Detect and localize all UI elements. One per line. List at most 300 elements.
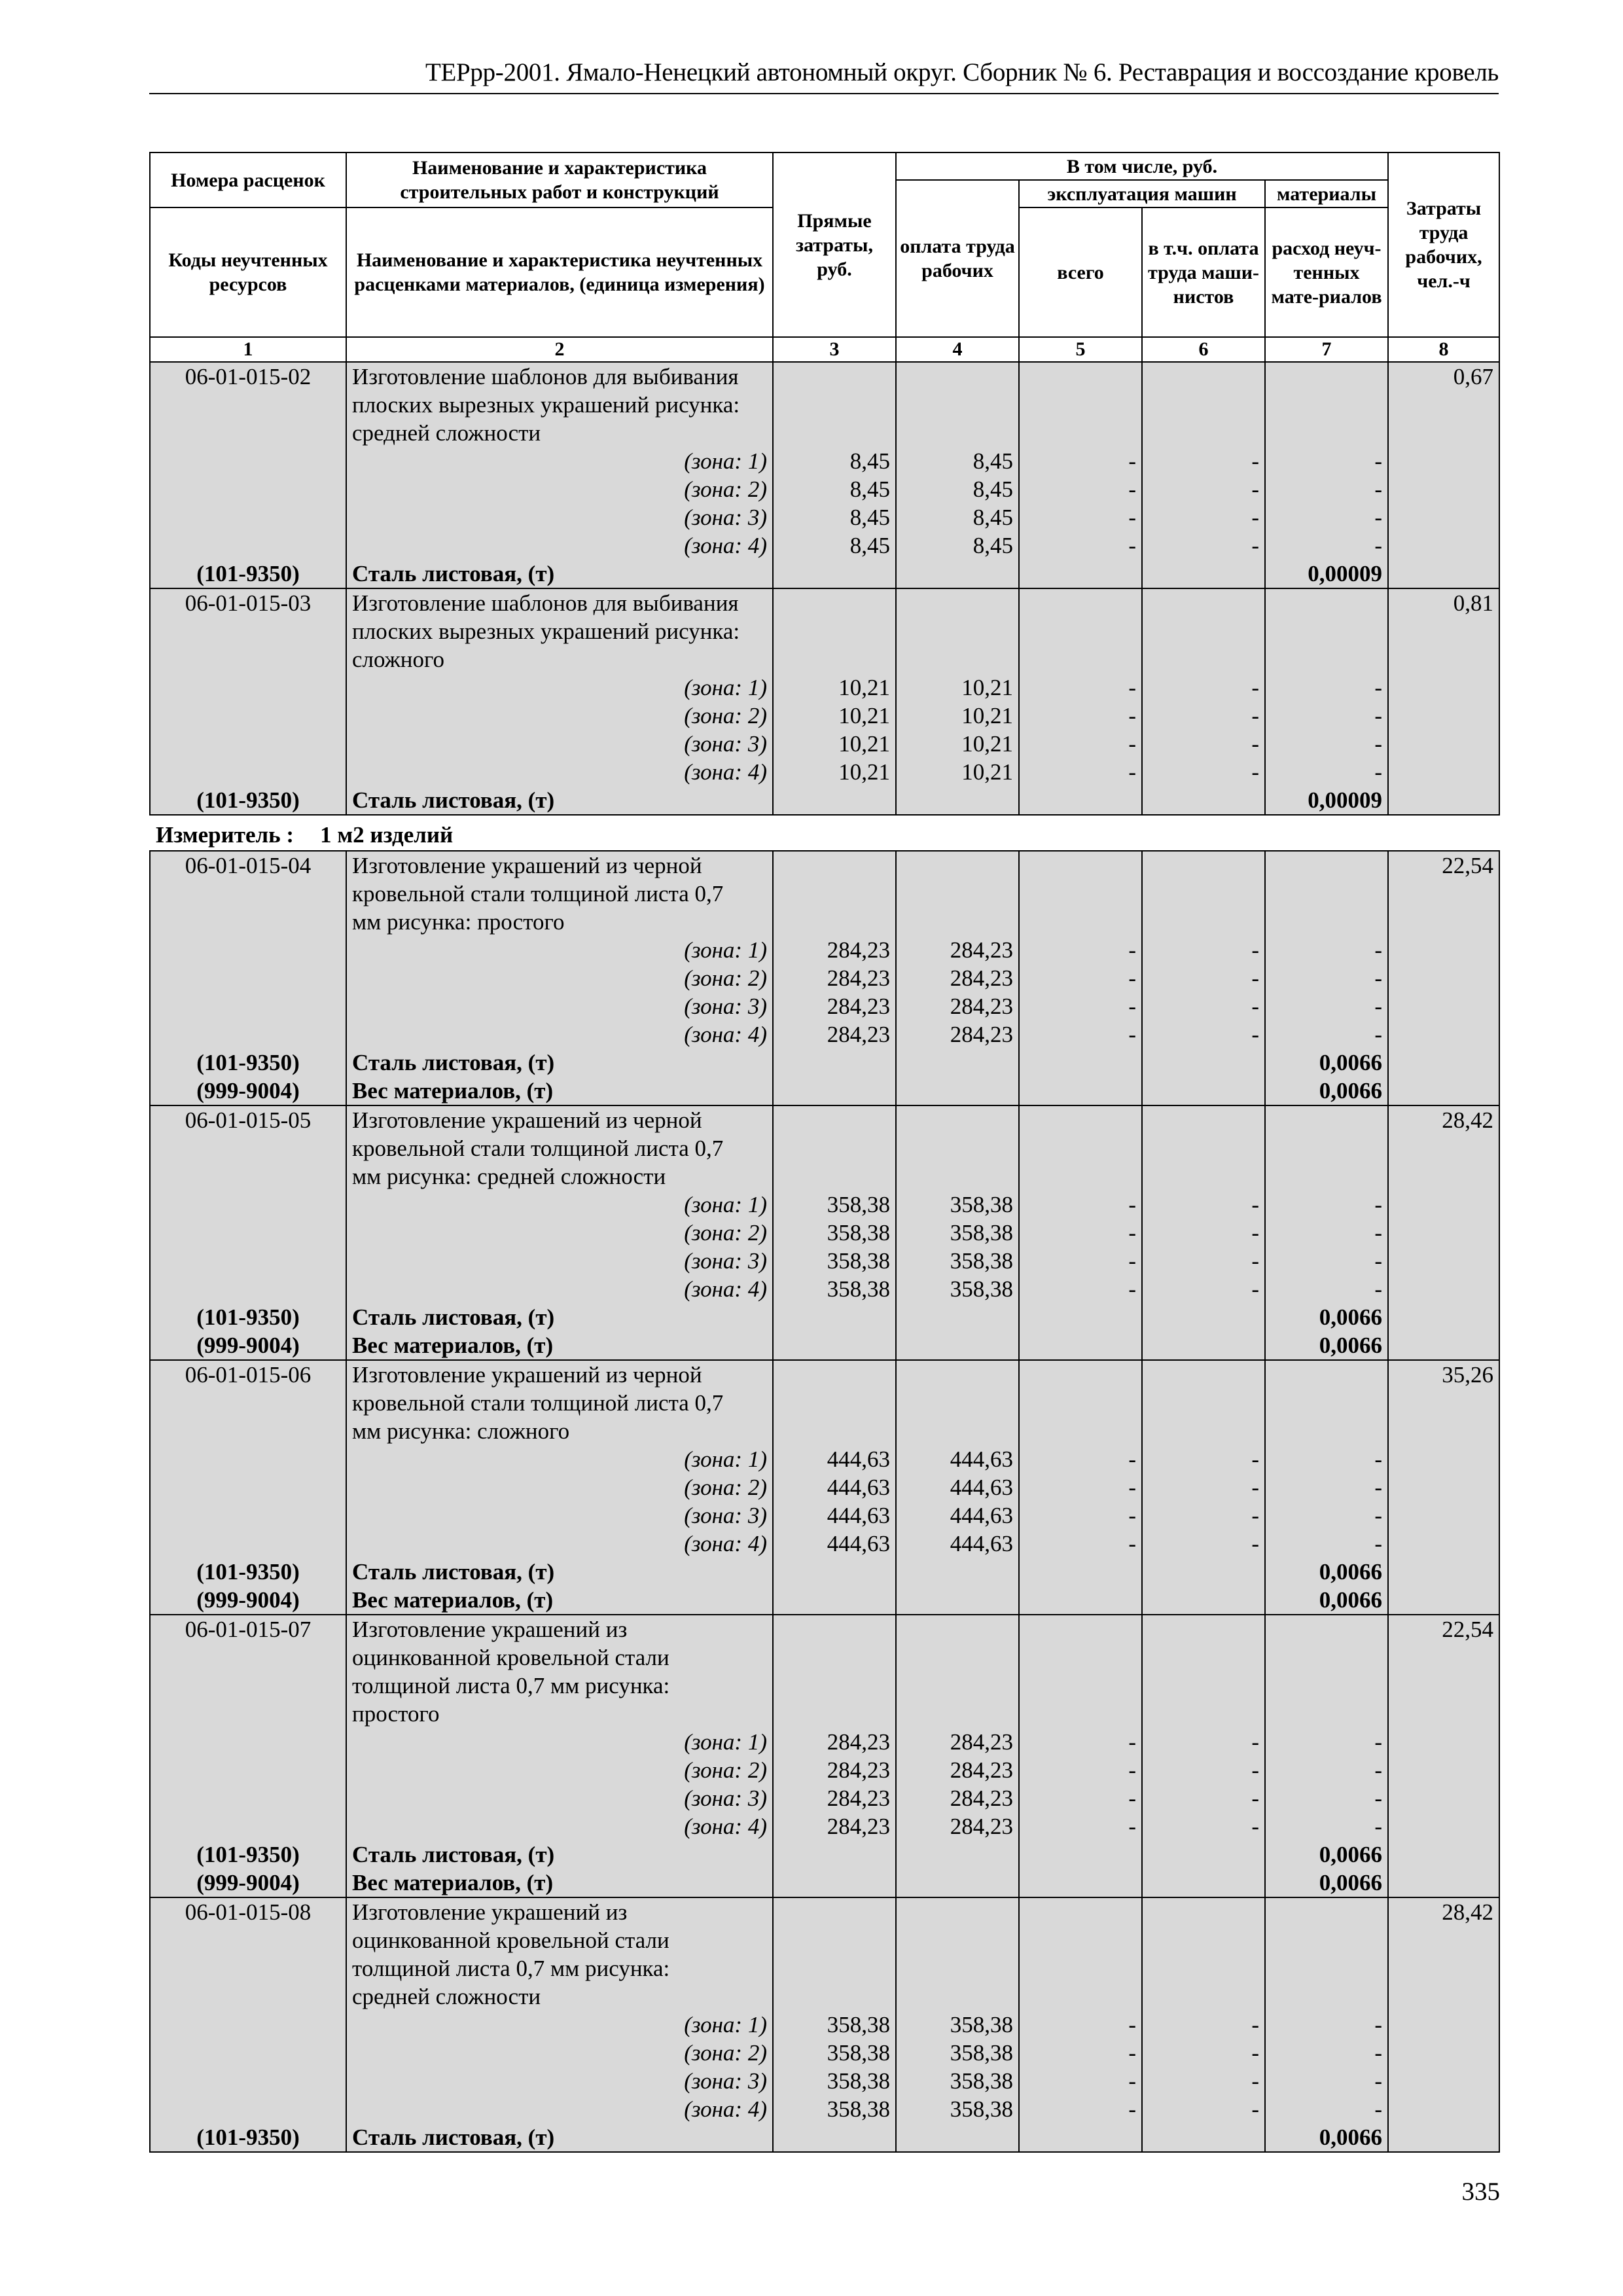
machinist-pay-value: -	[1251, 2012, 1259, 2037]
machines-value: -	[1128, 2096, 1136, 2122]
blank-line	[156, 936, 340, 964]
machinist-pay-value: -	[1251, 505, 1259, 530]
blank-line	[1271, 363, 1382, 391]
direct-cost-value: 358,38	[827, 1192, 890, 1217]
machines-value: -	[1128, 1785, 1136, 1811]
worker-pay-value: 10,21	[961, 703, 1013, 728]
blank-line	[779, 1331, 890, 1359]
rate-code-cell	[150, 1897, 346, 2152]
blank-line	[1271, 1926, 1382, 1954]
worker-pay-value: 10,21	[961, 759, 1013, 785]
direct-cost-cell	[773, 1615, 896, 1897]
worker-pay-value: 8,45	[972, 476, 1013, 502]
direct-cost-value: 8,45	[849, 448, 890, 474]
rate-code-cell	[150, 1360, 346, 1615]
blank-line	[779, 617, 890, 645]
materials-value: -	[1374, 2068, 1382, 2094]
blank-line	[902, 1615, 1013, 1643]
rate-name-line: кровельной стали толщиной листа 0,7	[352, 881, 724, 906]
blank-line	[1025, 1954, 1136, 1982]
machines-value: -	[1128, 1248, 1136, 1274]
blank-line	[1271, 1898, 1382, 1926]
header-material-consumption: расход неуч-тенных мате-риалов	[1265, 207, 1388, 337]
zone-label: (зона: 4)	[684, 1814, 767, 1839]
blank-line	[1148, 880, 1259, 908]
rate-code-cell	[150, 1105, 346, 1360]
blank-line	[156, 419, 340, 447]
labor-cost-value: 0,67	[1453, 364, 1494, 389]
rate-code: 06-01-015-05	[185, 1107, 312, 1133]
materials-value: -	[1374, 1446, 1382, 1472]
machinist-pay-cell	[1142, 1360, 1265, 1615]
blank-line	[1271, 1106, 1382, 1134]
blank-line	[156, 1756, 340, 1784]
direct-cost-value: 284,23	[827, 965, 890, 991]
direct-cost-cell	[773, 362, 896, 588]
zone-label: (зона: 2)	[684, 2040, 767, 2066]
rate-name-line: Изготовление шаблонов для выбивания	[352, 590, 739, 616]
blank-line	[902, 617, 1013, 645]
blank-line	[902, 852, 1013, 880]
blank-line	[902, 1982, 1013, 2011]
rate-name-line: Изготовление украшений из черной	[352, 1107, 702, 1133]
direct-cost-cell	[773, 851, 896, 1105]
direct-cost-value: 284,23	[827, 994, 890, 1019]
blank-line	[1025, 908, 1136, 936]
machinist-pay-value: -	[1251, 1475, 1259, 1500]
blank-line	[1148, 1840, 1259, 1869]
zone-label: (зона: 4)	[684, 1276, 767, 1302]
rate-row	[150, 1105, 1499, 1360]
header-worker-pay: оплата труда рабочих	[896, 180, 1019, 337]
blank-line	[1025, 1840, 1136, 1869]
machinist-pay-value: -	[1251, 1785, 1259, 1811]
blank-line	[156, 1926, 340, 1954]
machinist-pay-value: -	[1251, 2096, 1259, 2122]
machines-value: -	[1128, 759, 1136, 785]
blank-line	[1148, 1106, 1259, 1134]
worker-pay-value: 358,38	[950, 1248, 1013, 1274]
header-machines-total: всего	[1019, 207, 1142, 337]
rate-name-line: кровельной стали толщиной листа 0,7	[352, 1136, 724, 1161]
resource-code: (101-9350)	[196, 561, 300, 586]
blank-line	[779, 1672, 890, 1700]
blank-line	[1025, 363, 1136, 391]
blank-line	[156, 1530, 340, 1558]
materials-value: -	[1374, 1475, 1382, 1500]
direct-cost-value: 284,23	[827, 937, 890, 963]
blank-line	[1271, 1417, 1382, 1445]
material-consumption: 0,0066	[1319, 2125, 1382, 2150]
blank-line	[1148, 589, 1259, 617]
zone-label: (зона: 3)	[684, 1503, 767, 1528]
machines-value: -	[1128, 1446, 1136, 1472]
direct-cost-value: 358,38	[827, 1276, 890, 1302]
direct-cost-value: 284,23	[827, 1785, 890, 1811]
material-consumption: 0,0066	[1319, 1333, 1382, 1358]
rate-name-line: оцинкованной кровельной стали	[352, 1645, 669, 1670]
blank-line	[1271, 1134, 1382, 1162]
resource-name: Сталь листовая, (т)	[352, 787, 555, 813]
labor-cost-cell	[1388, 1897, 1499, 2152]
blank-line	[1148, 419, 1259, 447]
machines-cell	[1019, 1897, 1142, 2152]
blank-line	[1025, 1558, 1136, 1586]
rate-name-line: плоских вырезных украшений рисунка:	[352, 619, 740, 644]
worker-pay-cell	[896, 588, 1019, 815]
rate-name-line: Изготовление украшений из	[352, 1899, 628, 1925]
blank-line	[156, 447, 340, 475]
blank-line	[156, 1162, 340, 1191]
labor-cost-value: 22,54	[1442, 1617, 1493, 1642]
machinist-pay-value: -	[1251, 1276, 1259, 1302]
header-materials: материалы	[1265, 180, 1388, 207]
zone-label: (зона: 3)	[684, 2068, 767, 2094]
blank-line	[1148, 1869, 1259, 1897]
blank-line	[779, 645, 890, 673]
material-consumption: 0,0066	[1319, 1587, 1382, 1613]
blank-line	[1148, 617, 1259, 645]
rate-row	[150, 1897, 1499, 2152]
resource-name: Вес материалов, (т)	[352, 1870, 554, 1895]
blank-line	[779, 1869, 890, 1897]
machines-value: -	[1128, 2012, 1136, 2037]
resource-code: (999-9004)	[196, 1870, 300, 1895]
machines-cell	[1019, 1615, 1142, 1897]
materials-cell	[1265, 362, 1388, 588]
labor-cost-cell	[1388, 588, 1499, 815]
worker-pay-cell	[896, 851, 1019, 1105]
blank-line	[1148, 391, 1259, 419]
direct-cost-value: 8,45	[849, 505, 890, 530]
labor-cost-cell	[1388, 362, 1499, 588]
machines-value: -	[1128, 1220, 1136, 1246]
blank-line	[902, 1077, 1013, 1105]
machines-value: -	[1128, 1022, 1136, 1047]
materials-value: -	[1374, 1248, 1382, 1274]
direct-cost-value: 444,63	[827, 1503, 890, 1528]
worker-pay-value: 284,23	[950, 1022, 1013, 1047]
page-header-title: ТЕРрр-2001. Ямало-Ненецкий автономный округ. Сборник № 6. Реставрация и воссоздание кровель	[425, 58, 1499, 86]
material-consumption: 0,0066	[1319, 1559, 1382, 1585]
machinist-pay-value: -	[1251, 759, 1259, 785]
blank-line	[156, 1191, 340, 1219]
blank-line	[1148, 363, 1259, 391]
machinist-pay-value: -	[1251, 533, 1259, 558]
blank-line	[1148, 786, 1259, 814]
machinist-pay-value: -	[1251, 1757, 1259, 1783]
materials-value: -	[1374, 1276, 1382, 1302]
blank-line	[1025, 1361, 1136, 1389]
machines-value: -	[1128, 2040, 1136, 2066]
zone-label: (зона: 1)	[684, 2012, 767, 2037]
worker-pay-cell	[896, 362, 1019, 588]
column-number: 1	[150, 337, 346, 362]
blank-line	[156, 1700, 340, 1728]
materials-value: -	[1374, 533, 1383, 558]
rate-code-cell	[150, 851, 346, 1105]
rate-name-line: Изготовление украшений из	[352, 1617, 628, 1642]
worker-pay-value: 358,38	[950, 2012, 1013, 2037]
worker-pay-value: 358,38	[950, 2040, 1013, 2066]
blank-line	[156, 758, 340, 786]
machinist-pay-value: -	[1251, 1220, 1259, 1246]
zone-label: (зона: 1)	[684, 937, 767, 963]
blank-line	[779, 589, 890, 617]
direct-cost-value: 358,38	[827, 2068, 890, 2094]
zone-label: (зона: 2)	[684, 476, 767, 502]
labor-cost-value: 0,81	[1453, 590, 1494, 616]
machines-value: -	[1128, 965, 1136, 991]
blank-line	[1271, 1672, 1382, 1700]
blank-line	[1025, 1303, 1136, 1331]
worker-pay-value: 284,23	[950, 937, 1013, 963]
blank-line	[156, 503, 340, 531]
blank-line	[1148, 1926, 1259, 1954]
materials-value: -	[1374, 505, 1383, 530]
zone-label: (зона: 4)	[684, 1022, 767, 1047]
blank-line	[1025, 1643, 1136, 1672]
blank-line	[779, 1558, 890, 1586]
blank-line	[1271, 908, 1382, 936]
worker-pay-value: 8,45	[972, 533, 1013, 558]
direct-cost-value: 10,21	[838, 675, 890, 700]
materials-value: -	[1374, 1192, 1382, 1217]
rate-name-line: средней сложности	[352, 420, 541, 446]
materials-value: -	[1374, 2096, 1382, 2122]
rate-name-line: оцинкованной кровельной стали	[352, 1928, 669, 1953]
blank-line	[1271, 1162, 1382, 1191]
blank-line	[1148, 1954, 1259, 1982]
blank-line	[902, 1954, 1013, 1982]
blank-line	[1271, 391, 1382, 419]
blank-line	[1025, 1672, 1136, 1700]
blank-line	[156, 1643, 340, 1672]
machinist-pay-value: -	[1251, 1814, 1259, 1839]
blank-line	[902, 1926, 1013, 1954]
zone-label: (зона: 3)	[684, 994, 767, 1019]
materials-value: -	[1374, 1814, 1382, 1839]
blank-line	[1148, 645, 1259, 673]
blank-line	[902, 1586, 1013, 1614]
machines-cell	[1019, 1360, 1142, 1615]
blank-line	[902, 1558, 1013, 1586]
blank-line	[156, 645, 340, 673]
materials-cell	[1265, 1897, 1388, 2152]
blank-line	[1025, 1049, 1136, 1077]
machinist-pay-value: -	[1251, 1531, 1259, 1556]
materials-value: -	[1374, 759, 1383, 785]
blank-line	[156, 2095, 340, 2123]
direct-cost-value: 284,23	[827, 1757, 890, 1783]
column-number: 4	[896, 337, 1019, 362]
blank-line	[1271, 419, 1382, 447]
rate-code-cell	[150, 588, 346, 815]
rate-code: 06-01-015-03	[185, 590, 312, 616]
resource-name: Сталь листовая, (т)	[352, 2125, 555, 2150]
machines-value: -	[1128, 1757, 1136, 1783]
blank-line	[1148, 1700, 1259, 1728]
header-resource-code: Коды неучтенных ресурсов	[150, 207, 346, 337]
blank-line	[779, 363, 890, 391]
direct-cost-value: 10,21	[838, 703, 890, 728]
blank-line	[779, 391, 890, 419]
blank-line	[902, 2123, 1013, 2151]
blank-line	[779, 1954, 890, 1982]
machines-value: -	[1128, 505, 1136, 530]
worker-pay-value: 284,23	[950, 965, 1013, 991]
zone-label: (зона: 2)	[684, 1475, 767, 1500]
blank-line	[156, 1672, 340, 1700]
header-rate-number: Номера расценок	[150, 152, 346, 207]
worker-pay-cell	[896, 1105, 1019, 1360]
rate-row	[150, 588, 1499, 815]
blank-line	[779, 2123, 890, 2151]
blank-line	[1025, 2123, 1136, 2151]
blank-line	[902, 391, 1013, 419]
worker-pay-value: 358,38	[950, 2096, 1013, 2122]
blank-line	[779, 1700, 890, 1728]
materials-value: -	[1374, 1729, 1382, 1755]
blank-line	[156, 1389, 340, 1417]
rate-name-line: мм рисунка: сложного	[352, 1418, 570, 1444]
blank-line	[1148, 1643, 1259, 1672]
materials-value: -	[1374, 476, 1383, 502]
blank-line	[1025, 1106, 1136, 1134]
machines-value: -	[1128, 731, 1136, 757]
blank-line	[779, 786, 890, 814]
machinist-pay-value: -	[1251, 965, 1259, 991]
machinist-pay-cell	[1142, 1105, 1265, 1360]
blank-line	[156, 1445, 340, 1473]
worker-pay-value: 284,23	[950, 1785, 1013, 1811]
direct-cost-value: 358,38	[827, 2012, 890, 2037]
rate-name-line: кровельной стали толщиной листа 0,7	[352, 1390, 724, 1416]
blank-line	[902, 1643, 1013, 1672]
materials-value: -	[1374, 731, 1383, 757]
blank-line	[156, 2039, 340, 2067]
labor-cost-cell	[1388, 851, 1499, 1105]
materials-value: -	[1374, 1785, 1382, 1811]
machinist-pay-cell	[1142, 362, 1265, 588]
blank-line	[1271, 1700, 1382, 1728]
rate-name-line: толщиной листа 0,7 мм рисунка:	[352, 1956, 670, 1981]
blank-line	[1148, 1331, 1259, 1359]
worker-pay-value: 358,38	[950, 2068, 1013, 2094]
blank-line	[1025, 852, 1136, 880]
blank-line	[1025, 589, 1136, 617]
blank-line	[779, 1643, 890, 1672]
rate-name-cell	[346, 1897, 773, 2152]
blank-line	[1271, 1615, 1382, 1643]
blank-line	[1148, 1982, 1259, 2011]
material-consumption: 0,00009	[1308, 787, 1383, 813]
rate-code-cell	[150, 1615, 346, 1897]
rate-name-cell	[346, 851, 773, 1105]
blank-line	[156, 1812, 340, 1840]
blank-line	[779, 1840, 890, 1869]
zone-label: (зона: 3)	[684, 1248, 767, 1274]
zone-label: (зона: 1)	[684, 1729, 767, 1755]
machines-value: -	[1128, 1814, 1136, 1839]
blank-line	[1025, 617, 1136, 645]
blank-line	[156, 880, 340, 908]
materials-value: -	[1374, 1757, 1382, 1783]
machines-cell	[1019, 362, 1142, 588]
direct-cost-value: 284,23	[827, 1729, 890, 1755]
rates-table	[149, 152, 1500, 816]
blank-line	[1148, 1303, 1259, 1331]
worker-pay-value: 284,23	[950, 994, 1013, 1019]
blank-line	[156, 1134, 340, 1162]
header-machines: эксплуатация машин	[1019, 180, 1265, 207]
zone-label: (зона: 2)	[684, 1220, 767, 1246]
rate-name-line: мм рисунка: средней сложности	[352, 1164, 666, 1189]
machines-value: -	[1128, 1192, 1136, 1217]
worker-pay-value: 10,21	[961, 675, 1013, 700]
direct-cost-value: 8,45	[849, 533, 890, 558]
blank-line	[1025, 1700, 1136, 1728]
materials-value: -	[1374, 448, 1383, 474]
blank-line	[156, 992, 340, 1020]
machinist-pay-value: -	[1251, 994, 1259, 1019]
materials-cell	[1265, 1360, 1388, 1615]
blank-line	[156, 1982, 340, 2011]
direct-cost-value: 10,21	[838, 731, 890, 757]
labor-cost-value: 28,42	[1442, 1107, 1493, 1133]
blank-line	[902, 1417, 1013, 1445]
machines-value: -	[1128, 1276, 1136, 1302]
blank-line	[156, 2067, 340, 2095]
machines-value: -	[1128, 994, 1136, 1019]
blank-line	[902, 1361, 1013, 1389]
resource-code: (999-9004)	[196, 1078, 300, 1103]
resource-code: (999-9004)	[196, 1587, 300, 1613]
blank-line	[902, 1869, 1013, 1897]
blank-line	[779, 419, 890, 447]
blank-line	[156, 617, 340, 645]
direct-cost-cell	[773, 1105, 896, 1360]
blank-line	[779, 1361, 890, 1389]
blank-line	[1148, 852, 1259, 880]
blank-line	[156, 964, 340, 992]
blank-line	[902, 589, 1013, 617]
materials-value: -	[1374, 1022, 1382, 1047]
machinist-pay-value: -	[1251, 1729, 1259, 1755]
blank-line	[779, 1615, 890, 1643]
blank-line	[779, 1926, 890, 1954]
direct-cost-cell	[773, 1360, 896, 1615]
column-number: 6	[1142, 337, 1265, 362]
rates-table-continued	[149, 850, 1500, 2153]
blank-line	[1025, 1162, 1136, 1191]
blank-line	[1148, 1049, 1259, 1077]
blank-line	[1148, 908, 1259, 936]
material-consumption: 0,0066	[1319, 1304, 1382, 1330]
machinist-pay-value: -	[1251, 1192, 1259, 1217]
direct-cost-value: 8,45	[849, 476, 890, 502]
rate-row	[150, 851, 1499, 1105]
direct-cost-value: 10,21	[838, 759, 890, 785]
blank-line	[1148, 2123, 1259, 2151]
machinist-pay-cell	[1142, 1615, 1265, 1897]
blank-line	[1271, 1982, 1382, 2011]
materials-value: -	[1374, 2012, 1382, 2037]
blank-line	[779, 1898, 890, 1926]
header-labor-costs: Затраты труда рабочих, чел.-ч	[1388, 152, 1499, 337]
machines-value: -	[1128, 533, 1136, 558]
worker-pay-cell	[896, 1360, 1019, 1615]
